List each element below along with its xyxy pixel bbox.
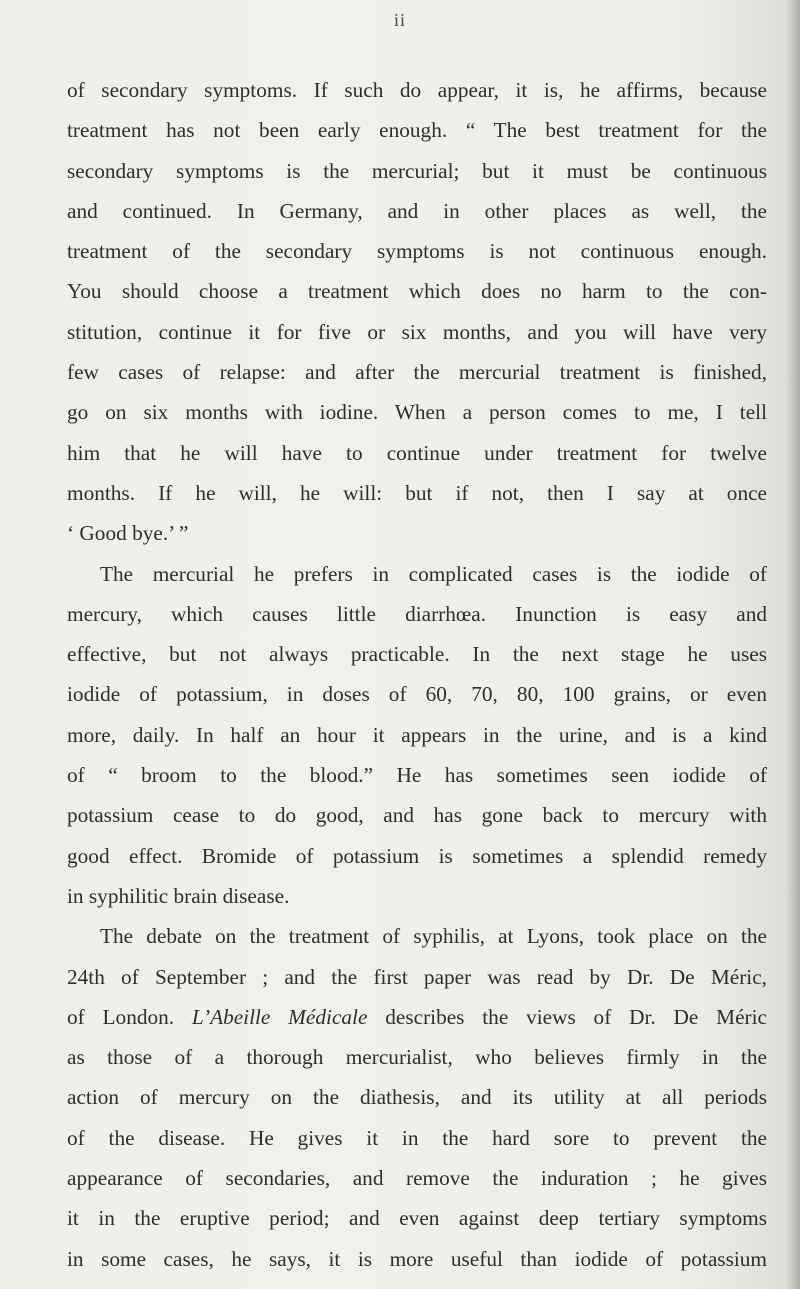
text-line: appearance of secondaries, and remove the induration ; he gives [67, 1166, 767, 1191]
text-line: secondary symptoms is the mercurial; but it must be continuous [67, 158, 767, 183]
text-line: 24th of September ; and the first paper was read by Dr. De Méric, [67, 964, 767, 989]
journal-line-suffix: describes the views of Dr. De Méric [367, 1004, 768, 1029]
body-text [67, 70, 767, 1279]
text-line: and continued. In Germany, and in other places as well, the [67, 198, 767, 223]
text-line: good effect. Bromide of potassium is sometimes a splendid remedy [67, 843, 767, 868]
page-number: ii [393, 10, 406, 30]
text-line: him that he will have to continue under treatment for twelve [67, 440, 767, 465]
paragraph-3 [67, 916, 767, 1279]
text-line: The debate on the treatment of syphilis, at Lyons, took place on the [100, 924, 767, 949]
text-line: go on six months with iodine. When a person comes to me, I tell [67, 400, 767, 425]
text-line: treatment of the secondary symptoms is not continuous enough. [67, 239, 767, 264]
text-line: few cases of relapse: and after the mercurial treatment is finished, [67, 360, 767, 385]
text-line: it in the eruptive period; and even against deep tertiary symptoms [67, 1206, 767, 1231]
text-line: The mercurial he prefers in complicated cases is the iodide of [100, 561, 767, 586]
text-line: of the disease. He gives it in the hard sore to prevent the [67, 1125, 767, 1150]
text-line: effective, but not always practicable. In the next stage he uses [67, 642, 767, 667]
journal-title: L’Abeille Médicale [191, 1004, 368, 1029]
journal-line-prefix: of London. [67, 1004, 192, 1029]
text-line: in some cases, he says, it is more useful than iodide of potassium [67, 1246, 767, 1271]
paragraph-2 [67, 554, 767, 917]
text-line: mercury, which causes little diarrhœa. Inunction is easy and [67, 601, 767, 626]
text-line: potassium cease to do good, and has gone back to mercury with [67, 803, 767, 828]
text-line: of secondary symptoms. If such do appear, it is, he affirms, because [67, 78, 767, 102]
text-line: You should choose a treatment which does no harm to the con- [67, 279, 767, 304]
text-line: in syphilitic brain disease. [67, 883, 290, 908]
text-line: of “ broom to the blood.” He has sometimes seen iodide of [67, 763, 767, 788]
paragraph-1 [67, 70, 767, 554]
text-line-with-journal [67, 997, 767, 1037]
page-edge-shadow [786, 0, 800, 1289]
text-line: as those of a thorough mercurialist, who believes firmly in the [67, 1045, 767, 1070]
text-line: ‘ Good bye.’ ” [67, 521, 189, 546]
text-line: action of mercury on the diathesis, and its utility at all periods [67, 1085, 767, 1110]
text-line: treatment has not been early enough. “ The best treatment for the [67, 118, 767, 143]
text-line: more, daily. In half an hour it appears in the urine, and is a kind [67, 722, 767, 747]
text-line: iodide of potassium, in doses of 60, 70, 80, 100 grains, or even [67, 682, 767, 707]
text-line: months. If he will, he will: but if not, then I say at once [67, 480, 767, 505]
text-line: stitution, continue it for five or six months, and you will have very [67, 319, 767, 344]
